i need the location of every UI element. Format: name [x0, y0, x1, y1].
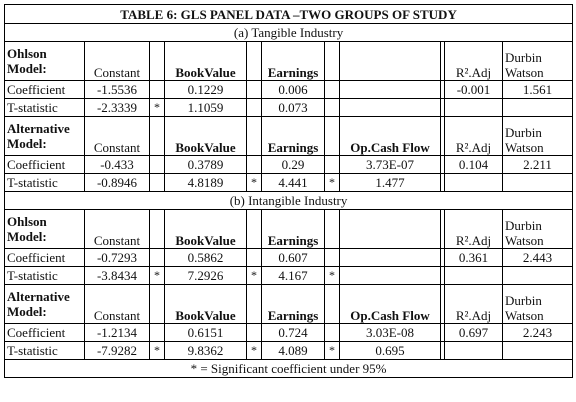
gls-panel-table: [4, 4, 573, 378]
header-row-ohlson-tangible: [5, 42, 573, 81]
significance-marker: [325, 99, 340, 117]
header-row-alternative-tangible: Alternative Model: Constant BookValue Earnings Op.Cash Flow R².Adj Durbin Watson: [5, 117, 573, 156]
section-heading-tangible: (a) Tangible Industry: [5, 24, 573, 42]
header-row-ohlson-intangible: Ohlson Model: Constant BookValue Earnings R².Adj Durbin Watson: [5, 210, 573, 249]
header-row-alternative-intangible: Alternative Model: Constant BookValue Earnings Op.Cash Flow R².Adj Durbin Watson: [5, 285, 573, 324]
col-durbin-watson: Durbin Watson: [503, 42, 573, 81]
table-row: Coefficient -0.433 0.3789 0.29 3.73E-07 0.104 2.211: [5, 156, 573, 174]
table-row: T-statistic -7.9282 * 9.8362 * 4.089 * 0.695: [5, 342, 573, 360]
significance-marker: *: [325, 342, 340, 360]
table-title: TABLE 6: GLS PANEL DATA –TWO GROUPS OF STUDY: [5, 5, 573, 24]
col-constant: Constant: [85, 42, 150, 81]
section-heading-intangible: (b) Intangible Industry: [5, 192, 573, 210]
table-row: Coefficient -1.5536 0.1229 0.006 -0.001 1.561: [5, 81, 573, 99]
significance-marker: *: [150, 342, 165, 360]
table-row: Coefficient -1.2134 0.6151 0.724 3.03E-08 0.697 2.243: [5, 324, 573, 342]
significance-marker: *: [247, 342, 262, 360]
footnote: * = Significant coefficient under 95%: [5, 360, 573, 378]
row-label-ohlson: Ohlson Model:: [5, 42, 85, 81]
table-row: T-statistic -2.3339 * 1.1059 0.073: [5, 99, 573, 117]
col-opcash: Op.Cash Flow: [340, 117, 441, 156]
significance-marker: *: [150, 267, 165, 285]
significance-marker: *: [150, 99, 165, 117]
table-row: T-statistic -3.8434 * 7.2926 * 4.167 *: [5, 267, 573, 285]
row-label-alternative: Alternative Model:: [5, 117, 85, 156]
significance-marker: *: [325, 267, 340, 285]
table-row: Coefficient -0.7293 0.5862 0.607 0.361 2.443: [5, 249, 573, 267]
col-bookvalue: BookValue: [165, 42, 247, 81]
table-row: T-statistic -0.8946 4.8189 * 4.441 * 1.477: [5, 174, 573, 192]
col-earnings: Earnings: [262, 42, 325, 81]
col-r2adj: R².Adj: [445, 42, 503, 81]
significance-marker: *: [325, 174, 340, 192]
significance-marker: *: [247, 174, 262, 192]
significance-marker: [247, 99, 262, 117]
significance-marker: *: [247, 267, 262, 285]
